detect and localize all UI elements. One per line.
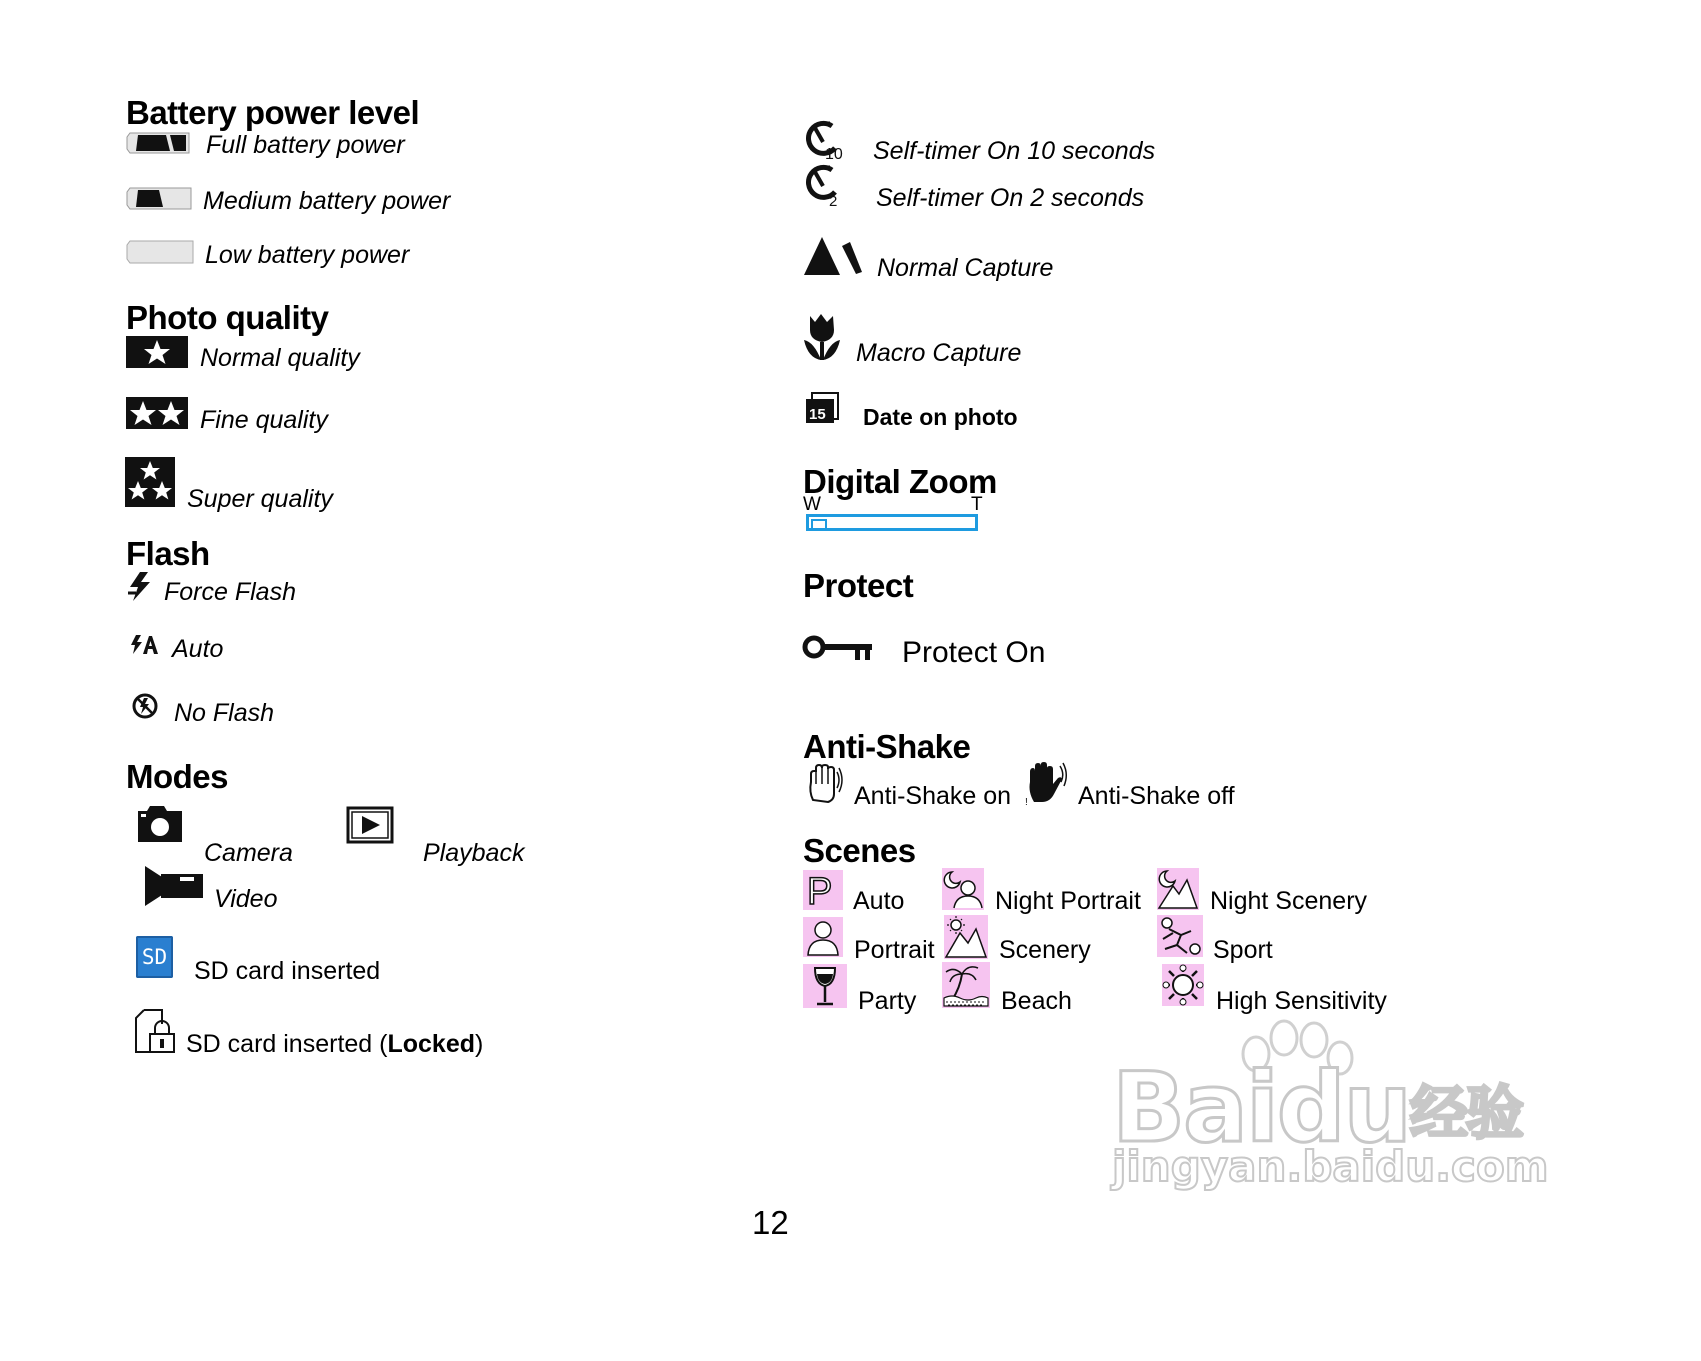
camera-icon: [136, 804, 184, 844]
scene-high-sensitivity-label: High Sensitivity: [1216, 987, 1387, 1015]
force-flash-label: Force Flash: [164, 578, 296, 606]
super-quality-stars-icon: [125, 457, 175, 507]
scene-night-portrait-icon: [942, 868, 984, 910]
sd-locked-label: [186, 1030, 483, 1059]
watermark-url: jingyan.baidu.com: [1112, 1142, 1549, 1191]
normal-quality-star-icon: [126, 336, 188, 368]
self-timer-10-icon: [802, 120, 848, 162]
auto-flash-icon: [130, 634, 160, 656]
sd-locked-word: Locked: [387, 1030, 475, 1058]
video-icon: [144, 864, 204, 908]
timer-2-number: 2: [829, 193, 838, 208]
self-timer-2-label: Self-timer On 2 seconds: [876, 184, 1145, 212]
no-flash-icon: [132, 693, 158, 719]
battery-medium-icon: [126, 187, 192, 210]
zoom-tele-label: T: [971, 494, 983, 515]
camera-mode-label: Camera: [204, 839, 293, 867]
sd-locked-prefix: SD card inserted (: [186, 1030, 388, 1058]
scene-night-scenery-icon: [1157, 868, 1199, 910]
protect-heading: Protect: [803, 567, 914, 604]
modes-heading: Modes: [126, 758, 229, 795]
scene-sport-label: Sport: [1213, 936, 1273, 964]
scene-portrait-icon: [803, 917, 843, 957]
protect-on-label: Protect On: [902, 636, 1046, 669]
anti-shake-off-label: Anti-Shake off: [1078, 782, 1235, 810]
sd-inserted-label: SD card inserted: [194, 957, 381, 985]
auto-flash-label: Auto: [172, 635, 224, 663]
watermark-brand-bai: Bai: [1112, 1052, 1277, 1164]
macro-flower-icon: [802, 312, 842, 362]
scene-auto-label: Auto: [853, 887, 905, 915]
no-flash-label: No Flash: [174, 699, 275, 727]
scene-party-icon: [803, 964, 847, 1008]
super-quality-label: Super quality: [187, 485, 333, 513]
scene-portrait-label: Portrait: [854, 936, 935, 964]
anti-shake-on-label: Anti-Shake on: [854, 782, 1012, 810]
page-number: 12: [752, 1204, 789, 1241]
anti-shake-heading: Anti-Shake: [803, 728, 971, 765]
anti-shake-on-hand-icon: [806, 764, 844, 804]
self-timer-2-icon: [802, 164, 848, 208]
scene-beach-icon: [942, 962, 990, 1008]
flash-heading: Flash: [126, 535, 210, 572]
sd-card-icon-text: SD: [141, 945, 168, 969]
self-timer-10-label: Self-timer On 10 seconds: [873, 137, 1156, 165]
battery-medium-label: Medium battery power: [203, 187, 451, 215]
fine-quality-stars-icon: [126, 397, 188, 429]
battery-full-label: Full battery power: [206, 131, 405, 159]
date-on-photo-label: Date on photo: [863, 404, 1018, 430]
battery-low-icon: [126, 240, 194, 264]
normal-quality-label: Normal quality: [200, 344, 360, 372]
date-icon-number: 15: [809, 406, 826, 423]
protect-key-icon: [802, 634, 874, 664]
zoom-level-indicator: [811, 519, 827, 530]
scene-high-sensitivity-icon: [1162, 964, 1204, 1006]
battery-full-icon: [126, 132, 190, 154]
playback-icon: [346, 806, 394, 844]
video-mode-label: Video: [214, 885, 278, 913]
photo-quality-heading: Photo quality: [126, 299, 329, 336]
digital-zoom-heading: Digital Zoom: [803, 463, 997, 500]
scene-scenery-icon: [944, 915, 988, 959]
timer-10-number: 10: [825, 146, 843, 162]
svg-text:!: !: [1025, 797, 1028, 806]
battery-low-label: Low battery power: [205, 241, 410, 269]
scene-sport-icon: [1157, 915, 1203, 957]
normal-capture-label: Normal Capture: [877, 254, 1054, 282]
scene-night-portrait-label: Night Portrait: [995, 887, 1141, 915]
force-flash-icon: [126, 571, 154, 603]
sd-card-icon: [136, 936, 173, 978]
normal-capture-mountain-icon: [802, 234, 862, 276]
scene-auto-letter: P: [807, 871, 833, 910]
watermark-brand-du: du: [1276, 1052, 1410, 1164]
macro-capture-label: Macro Capture: [856, 339, 1022, 367]
anti-shake-off-hand-icon: [1024, 762, 1068, 806]
watermark-cn: 经验: [1409, 1079, 1522, 1147]
scene-party-label: Party: [858, 987, 917, 1015]
scenes-heading: Scenes: [803, 832, 916, 869]
scene-beach-label: Beach: [1001, 987, 1072, 1015]
fine-quality-label: Fine quality: [200, 406, 328, 434]
playback-mode-label: Playback: [423, 839, 525, 867]
zoom-bar: [806, 514, 978, 531]
date-calendar-icon: [804, 391, 840, 425]
sd-locked-icon: [134, 1008, 178, 1054]
scene-scenery-label: Scenery: [999, 936, 1091, 964]
zoom-wide-label: W: [803, 494, 821, 515]
battery-heading: Battery power level: [126, 94, 420, 131]
scene-auto-icon: [803, 870, 843, 910]
sd-locked-suffix: ): [475, 1030, 484, 1058]
scene-night-scenery-label: Night Scenery: [1210, 887, 1368, 915]
